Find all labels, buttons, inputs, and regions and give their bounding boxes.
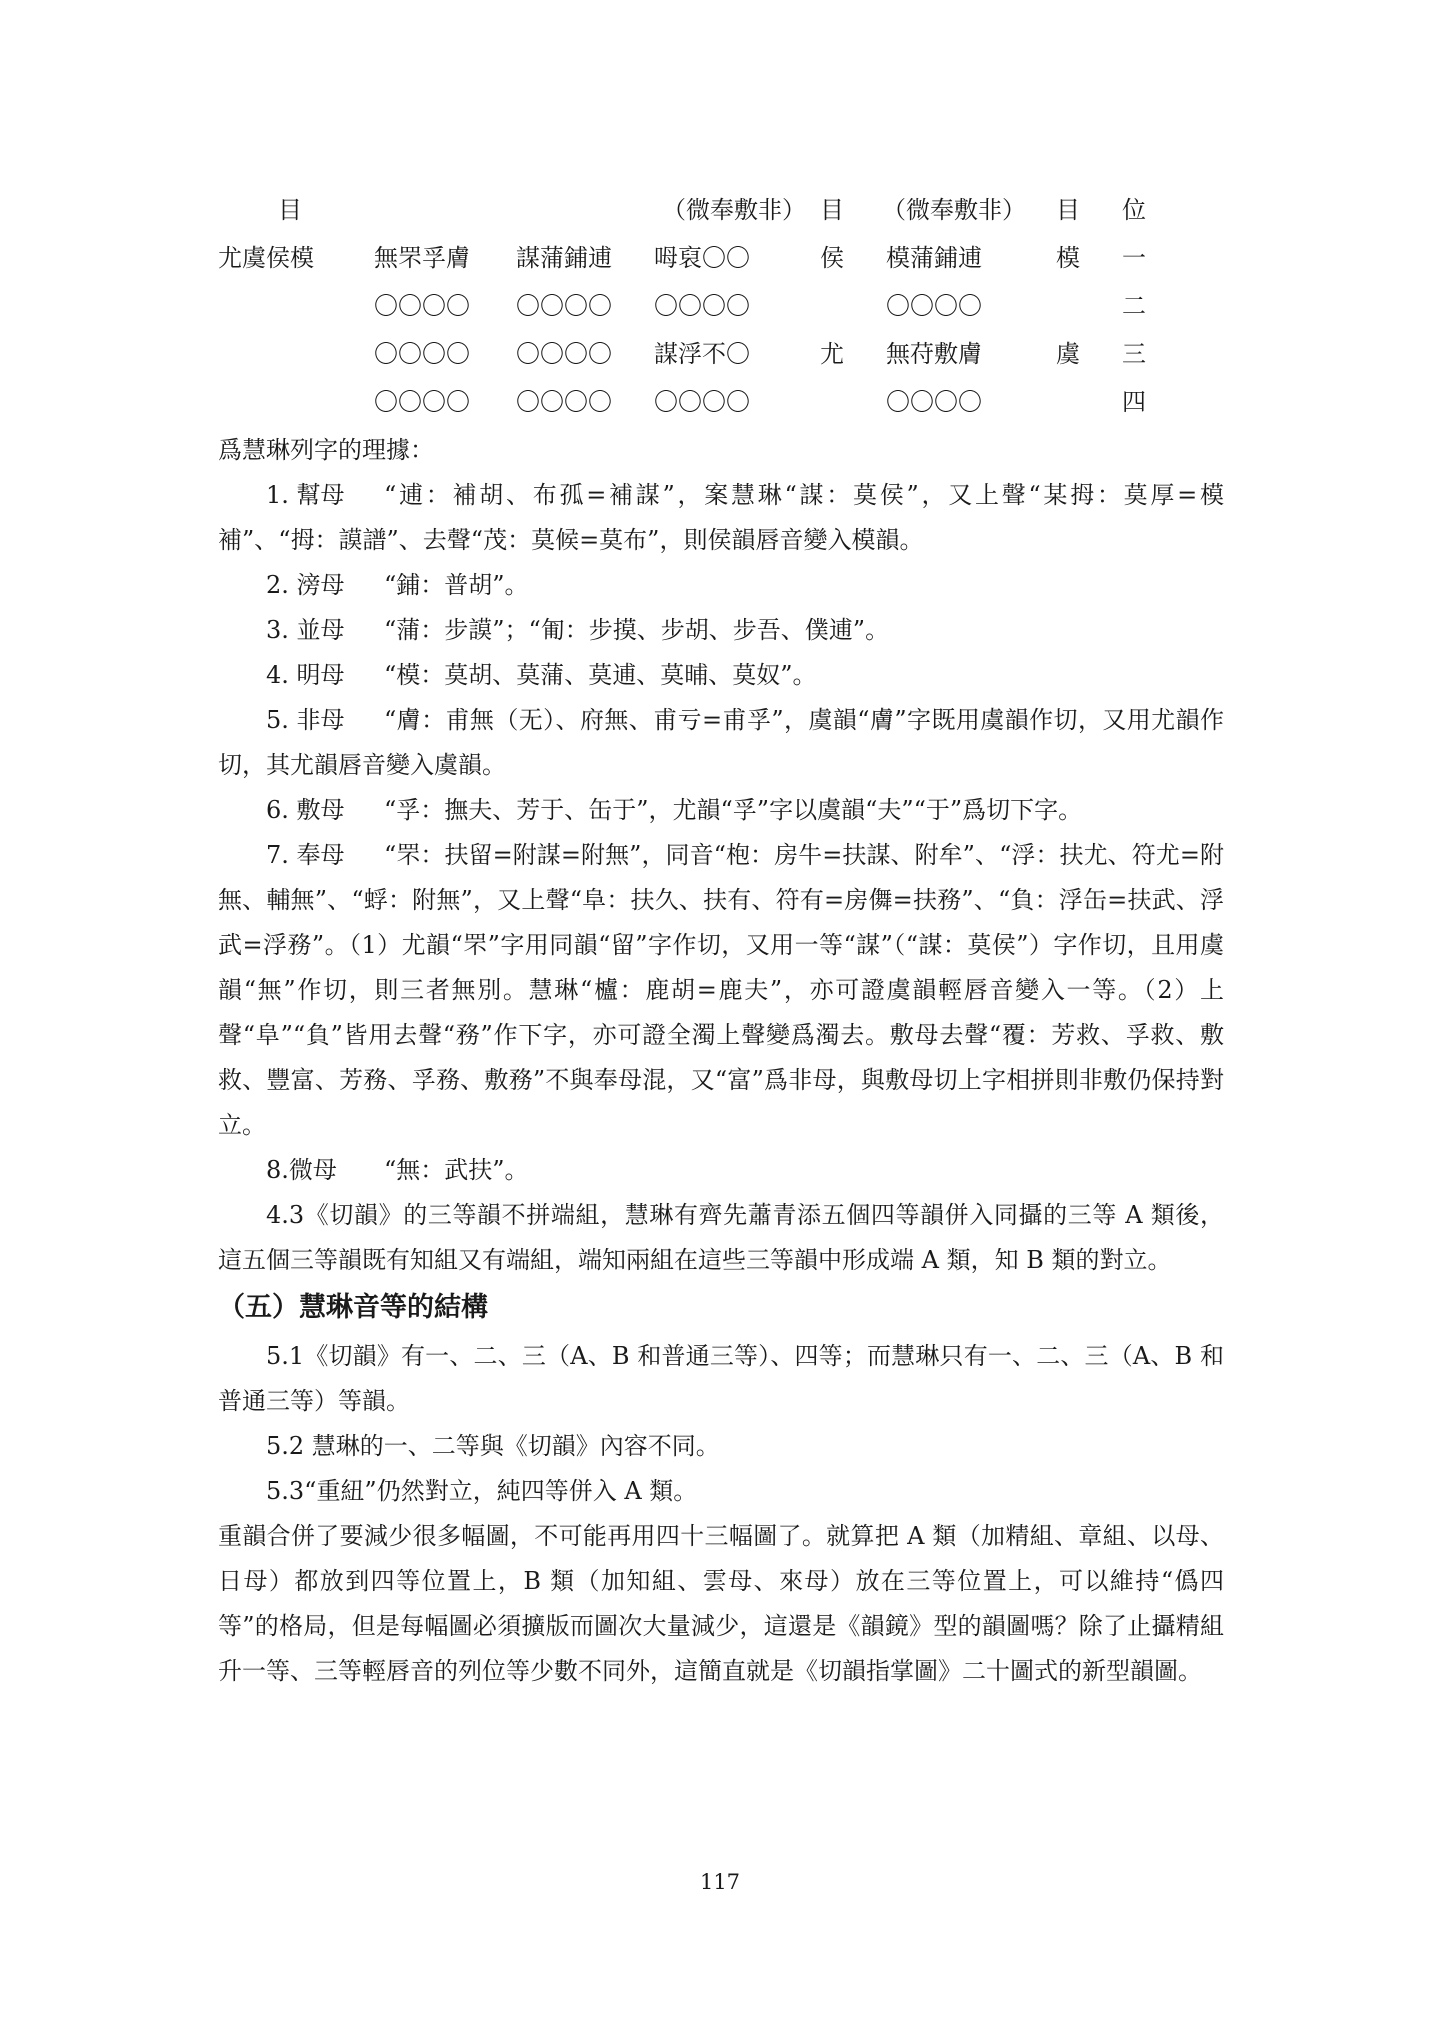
table-header-cell: 目 [278,196,302,224]
table-cell: 〇〇〇〇 [516,292,612,320]
table-cell: 〇〇〇〇 [374,292,470,320]
paragraph-5-1: 5.1《切韻》有一、二、三（A、B 和普通三等）、四等；而慧琳只有一、二、三（A、B 和普通三等）等韻。 [218,1342,1224,1415]
table-cell: 〇〇〇〇 [886,292,982,320]
table-cell: 無罘孚膚 [374,244,470,272]
table-cell: 侯 [820,244,844,272]
table-cell: 〇〇〇〇 [374,388,470,416]
item-text: “鋪：普胡”。 [384,571,529,599]
item-label: 7. 奉母 [266,841,345,869]
table-cell: 〇〇〇〇 [516,340,612,368]
table-cell: 〇〇〇〇 [374,340,470,368]
item-text: “模：莫胡、莫蒲、莫逋、莫晡、莫奴”。 [384,661,817,689]
rhyme-table [218,186,1198,426]
table-header-cell: 目 [1056,196,1080,224]
table-cell: 無苻敷膚 [886,340,982,368]
table-row [218,282,1198,330]
table-cell: 〇〇〇〇 [654,388,750,416]
item-text: “蒲：步謨”；“匍：步摸、步胡、步吾、僕逋”。 [384,616,890,644]
table-row [218,378,1198,426]
table-cell: 尤虞侯模 [218,244,314,272]
list-item [218,1148,1224,1193]
table-header-cell: （微奉敷非） [882,196,1026,224]
table-cell: 〇〇〇〇 [516,388,612,416]
item-label: 4. 明母 [266,661,345,689]
item-label: 8.微母 [266,1156,337,1184]
item-label: 6. 敷母 [266,796,345,824]
paragraph-final: 重韻合併了要減少很多幅圖，不可能再用四十三幅圖了。就算把 A 類（加精組、章組、以母、日母）都放到四等位置上，B 類（加知組、雲母、來母）放在三等位置上，可以維持“僞四等”的格局，但是每幅圖必須擴版而圖次大量減少，這還是《韻鏡》型的韻圖嗎？除了止攝精組升一等、三等輕唇音的列位等少數不同外，這簡直就是《切韻指掌圖》二十圖式的新型韻圖。 [218,1522,1224,1685]
item-text: “無：武扶”。 [384,1156,529,1184]
intro-line: 爲慧琳列字的理據： [218,436,434,464]
body-text [218,428,1224,1694]
table-cell: 模 [1056,244,1080,272]
table-cell: 呣裒〇〇 [654,244,750,272]
list-item [218,833,1224,1148]
item-label: 1. 幫母 [266,481,345,509]
table-cell: 謀蒲鋪逋 [516,244,612,272]
item-label: 5. 非母 [266,706,345,734]
paragraph-5-2: 5.2 慧琳的一、二等與《切韻》內容不同。 [266,1432,720,1460]
table-cell: 〇〇〇〇 [886,388,982,416]
table-header-cell: 目 [820,196,844,224]
item-text: “罘：扶留=附謀=附無”，同音“枹：房牛=扶謀、附牟”、“浮：扶尤、符尤=附無、輔無”、“蜉：附無”，又上聲“阜：扶久、扶有、符有=房儛=扶務”、“負：浮缶=扶武、浮武=浮務”。（1）尤韻“罘”字用同韻“留”字作切，又用一等“謀”（“謀：莫侯”）字作切，且用虞韻“無”作切，則三者無別。慧琳“櫨：鹿胡=鹿夫”，亦可證虞韻輕唇音變入一等。（2）上聲“阜”“負”皆用去聲“務”作下字，亦可證全濁上聲變爲濁去。敷母去聲“覆：芳救、孚救、敷救、豐富、芳務、孚務、敷務”不與奉母混，又“富”爲非母，與敷母切上字相拼則非敷仍保持對立。 [218,841,1224,1139]
list-item [218,473,1224,563]
section-heading: （五）慧琳音等的結構 [218,1292,488,1323]
list-item [218,698,1224,788]
table-row [218,234,1198,282]
page-number: 117 [699,1870,741,1894]
item-label: 3. 並母 [266,616,345,644]
item-text: “膚：甫無（无）、府無、甫亏=甫孚”，虞韻“膚”字既用虞韻作切，又用尤韻作切，其尤韻唇音變入虞韻。 [218,706,1224,779]
list-item [218,788,1224,833]
item-label: 2. 滂母 [266,571,345,599]
table-cell: 尤 [820,340,844,368]
table-cell: 虞 [1056,340,1080,368]
table-cell: 二 [1122,292,1146,320]
table-cell: 三 [1122,340,1146,368]
table-header-cell: （微奉敷非） [662,196,806,224]
paragraph-4-3: 4.3《切韻》的三等韻不拼端組，慧琳有齊先蕭青添五個四等韻併入同攝的三等 A 類後，這五個三等韻既有知組又有端組，端知兩組在這些三等韻中形成端 A 類，知 B 類的對立。 [218,1201,1224,1274]
item-text: “孚：撫夫、芳于、缶于”，尤韻“孚”字以虞韻“夫”“于”爲切下字。 [384,796,1083,824]
item-text: “逋：補胡、布孤=補謀”，案慧琳“謀：莫侯”，又上聲“某拇：莫厚=模補”、“拇：謨譜”、去聲“茂：莫候=莫布”，則侯韻唇音變入模韻。 [218,481,1224,554]
list-item [218,563,1224,608]
table-cell: 四 [1122,388,1146,416]
paragraph-5-3: 5.3“重紐”仍然對立，純四等併入 A 類。 [266,1477,698,1505]
table-header-row [218,186,1198,234]
table-cell: 〇〇〇〇 [654,292,750,320]
table-row [218,330,1198,378]
list-item [218,608,1224,653]
table-header-cell: 位 [1122,196,1146,224]
table-cell: 模蒲鋪逋 [886,244,982,272]
list-item [218,653,1224,698]
table-cell: 一 [1122,244,1146,272]
table-cell: 謀浮不〇 [654,340,750,368]
